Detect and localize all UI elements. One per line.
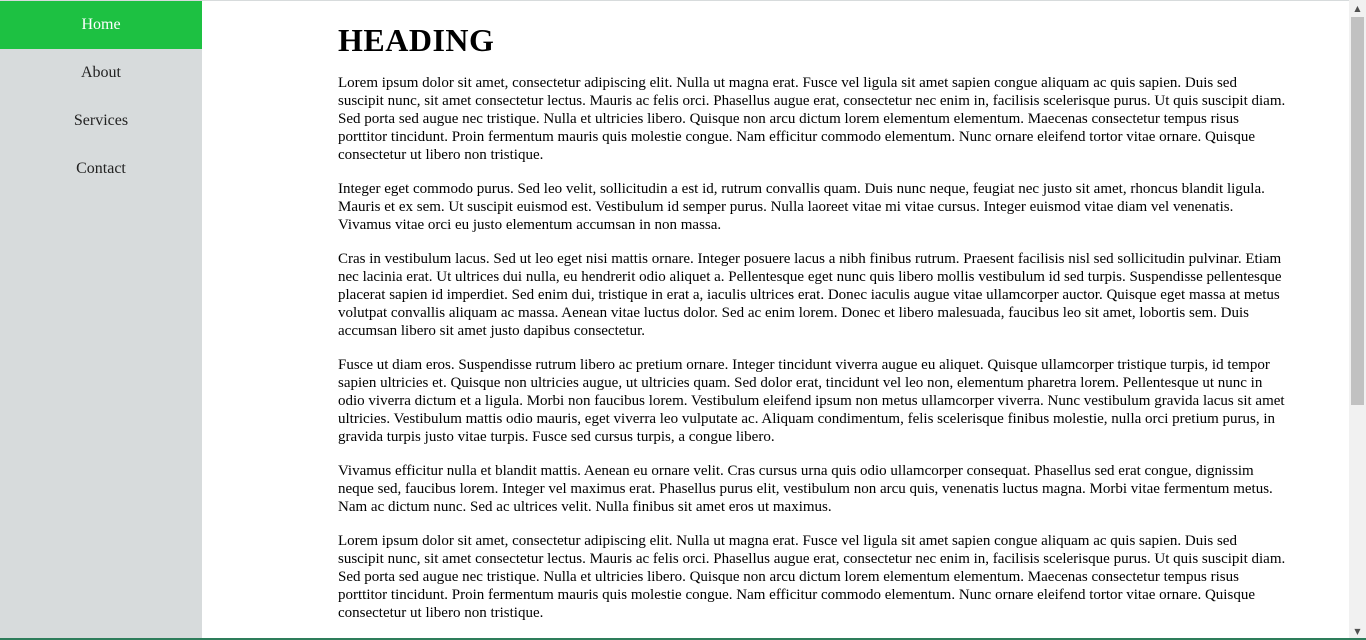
- paragraph-5: Vivamus efficitur nulla et blandit mattis. Aenean eu ornare velit. Cras cursus urna quis odio ullamcorper consequat. Phasellus sed erat congue, dignissim neque sed, faucibus lorem. Integer vel maximus erat. Phasellus purus elit, vestibulum non arcu quis, venenatis luctus magna. Morbi vitae fermentum metus. Nam ac dictum nunc. Sed ac ultrices velit. Nulla finibus sit amet eros ut maximus.: [338, 463, 1273, 515]
- main-content: [338, 0, 1286, 640]
- paragraph-6: Lorem ipsum dolor sit amet, consectetur adipiscing elit. Nulla ut magna erat. Fusce vel ligula sit amet sapien congue aliquam ac quis sapien. Duis sed suscipit nunc, sit amet consectetur lectus. Mauris ac felis orci. Phasellus augue erat, consectetur nec enim in, facilisis scelerisque purus. Ut quis suscipit diam. Sed porta sed augue nec tristique. Nulla et ultricies libero. Quisque non arcu dictum lorem elementum elementum. Maecenas consectetur tempus risus porttitor tincidunt. Proin fermentum mauris quis molestie congue. Nam efficitur commodo elementum. Nunc ornare eleifend tortor vitae ornare. Quisque consectetur ut libero non tristique.: [338, 533, 1286, 621]
- paragraph-4: Fusce ut diam eros. Suspendisse rutrum libero ac pretium ornare. Integer tincidunt viverra augue eu aliquet. Quisque ullamcorper tristique turpis, id tempor sapien ultricies et. Quisque non ultricies augue, ut ultricies quam. Sed dolor erat, tincidunt vel leo non, elementum pharetra lorem. Pellentesque ut nunc in odio viverra dictum et a ligula. Morbi non faucibus lorem. Vestibulum eleifend ipsum non metus ullamcorper viverra. Nunc vestibulum gravida lacus sit amet ultricies. Vestibulum mattis odio mauris, eget viverra leo vulputate ac. Aliquam condimentum, felis scelerisque finibus molestie, nulla orci pretium purus, in gravida turpis justo vitae turpis. Fusce sed cursus turpis, a congue libero.: [338, 357, 1285, 445]
- sidebar-item-services[interactable]: Services: [73, 112, 129, 129]
- sidebar-item-home[interactable]: Home: [0, 1, 202, 49]
- vertical-scrollbar[interactable]: [1349, 0, 1366, 640]
- scroll-thumb[interactable]: [1351, 17, 1364, 405]
- paragraph-2: Integer eget commodo purus. Sed leo velit, sollicitudin a est id, rutrum convallis quam. Duis nunc neque, feugiat nec justo sit amet, rhoncus blandit ligula. Mauris et ex sem. Ut suscipit euismod est. Vestibulum id semper purus. Nulla laoreet vitae mi vitae cursus. Integer euismod vitae diam vel venenatis. Vivamus vitae orci eu justo elementum accumsan in non massa.: [338, 181, 1265, 233]
- page-heading: HEADING: [338, 22, 495, 58]
- sidebar-item-contact[interactable]: Contact: [76, 160, 126, 177]
- sidebar-nav: [0, 1, 202, 640]
- paragraph-1: Lorem ipsum dolor sit amet, consectetur adipiscing elit. Nulla ut magna erat. Fusce vel ligula sit amet sapien congue aliquam ac quis sapien. Duis sed suscipit nunc, sit amet consectetur lectus. Mauris ac felis orci. Phasellus augue erat, consectetur nec enim in, facilisis scelerisque purus. Ut quis suscipit diam. Sed porta sed augue nec tristique. Nulla et ultricies libero. Quisque non arcu dictum lorem elementum elementum. Maecenas consectetur tempus risus porttitor tincidunt. Proin fermentum mauris quis molestie congue. Nam efficitur commodo elementum. Nunc ornare eleifend tortor vitae ornare. Quisque consectetur ut libero non tristique.: [338, 75, 1286, 163]
- scroll-down-arrow-icon[interactable]: ▼: [1354, 627, 1361, 636]
- sidebar-item-about[interactable]: About: [81, 64, 121, 81]
- scroll-up-arrow-icon[interactable]: ▲: [1354, 4, 1361, 13]
- paragraph-3: Cras in vestibulum lacus. Sed ut leo eget nisi mattis ornare. Integer posuere lacus a nibh finibus rutrum. Praesent facilisis nisl sed sollicitudin pulvinar. Etiam nec lacinia erat. Ut ultrices dui nulla, eu hendrerit odio aliquet a. Pellentesque eget nunc quis libero mollis vestibulum id sed turpis. Suspendisse pellentesque placerat sapien id imperdiet. Sed enim dui, tristique in erat a, iaculis ultrices erat. Donec iaculis augue vitae ullamcorper auctor. Quisque eget massa at metus volutpat convallis aliquam ac massa. Aenean vitae luctus dolor. Sed ac enim lorem. Donec et libero malesuada, faucibus leo sit amet, lobortis sem. Duis accumsan libero sit amet justo dapibus consectetur.: [338, 251, 1282, 339]
